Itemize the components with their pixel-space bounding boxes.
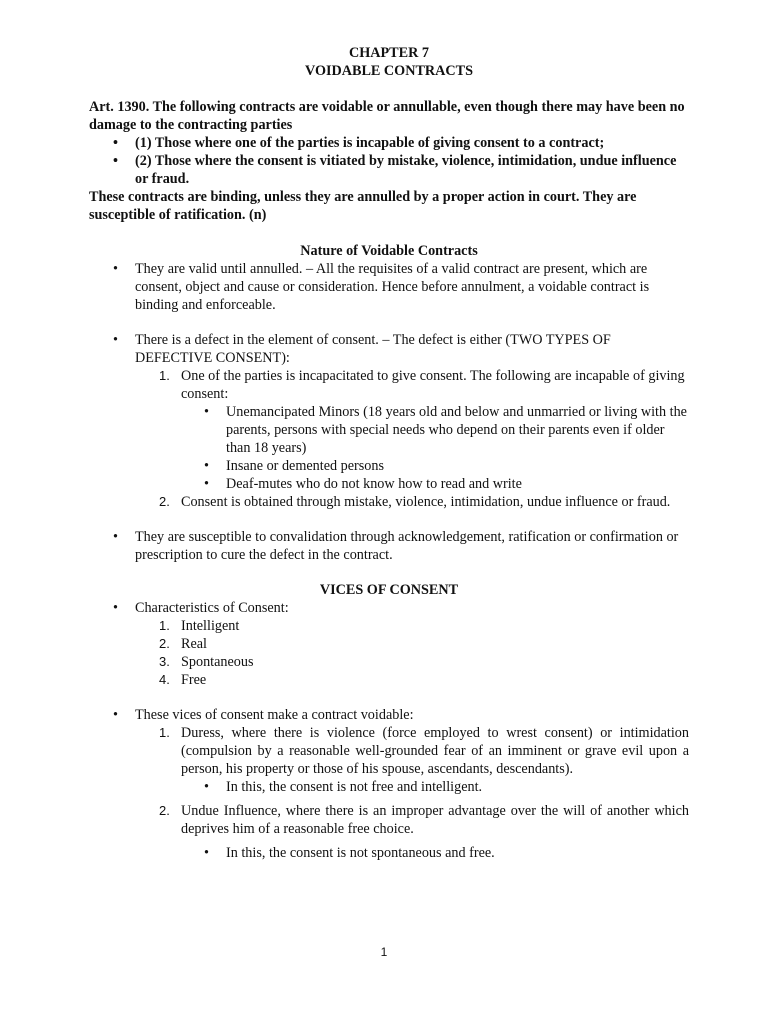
vices-items [135,724,689,862]
nature-list [89,331,689,511]
list-number: 1. [159,725,170,740]
vice-note: • In this, the consent is not free and intelligent. [226,778,689,796]
list-number: 1. [159,368,170,383]
vice-item [159,802,689,862]
vice-text: Duress, where there is violence (force employed to wrest consent) or intimidation (compulsion by a reasonable well-grounded fear of an imminent or grave evil upon a person, his property or those of his spouse, ascendants, descendants). [181,725,689,777]
defect-type [159,493,689,511]
article-closing: These contracts are binding, unless they are annulled by a proper action in court. They are susceptible of ratification. (n) [89,189,637,223]
vice-text: Undue Influence, where there is an improper advantage over the will of another which deprives him of a reasonable free choice. [181,803,689,837]
characteristic-text: Intelligent [181,618,240,634]
list-number: 2. [159,636,170,651]
incapable-item: • Insane or demented persons [226,457,689,475]
vices-heading: VICES OF CONSENT [319,582,459,598]
page-number: 1 [380,945,388,959]
defect-type-text: One of the parties is incapacitated to give consent. The following are incapable of giving consent: [181,368,685,402]
characteristic-item [159,635,689,653]
article-item: • (1) Those where one of the parties is incapable of giving consent to a contract; [135,134,689,152]
nature-point: • They are valid until annulled. – All the requisites of a valid contract are present, which are consent, object and cause or consideration. Hence before annulment, a voidable contract is binding and enforceable. [135,260,689,314]
vice-note-list [181,778,689,796]
characteristics-point [135,599,689,689]
article-item: • (2) Those where the consent is vitiated by mistake, violence, intimidation, undue influence or fraud. [135,152,689,188]
list-number: 4. [159,672,170,687]
vice-note: • In this, the consent is not spontaneous and free. [226,844,689,862]
article-items [89,134,689,188]
list-number: 1. [159,618,170,633]
vice-note-list [181,844,689,862]
document-body [89,44,689,862]
chapter-number: CHAPTER 7 [348,45,429,61]
chapter-title: VOIDABLE CONTRACTS [304,63,474,79]
defect-types-list [135,367,689,511]
nature-list [89,528,689,564]
characteristic-text: Real [181,636,207,652]
defect-type-text: Consent is obtained through mistake, violence, intimidation, undue influence or fraud. [181,494,671,510]
incapable-list [181,403,689,493]
characteristic-item [159,617,689,635]
vices-label: These vices of consent make a contract voidable: [135,707,414,723]
article-intro: Art. 1390. The following contracts are voidable or annullable, even though there may have been no damage to the contracting parties [89,99,685,133]
list-number: 2. [159,803,170,818]
nature-heading: Nature of Voidable Contracts [300,243,478,259]
defect-type [159,367,689,493]
nature-point-text: There is a defect in the element of consent. – The defect is either (TWO TYPES OF DEFECTIVE CONSENT): [135,332,611,366]
characteristic-item [159,671,689,689]
characteristics-label: Characteristics of Consent: [135,600,289,616]
nature-point: • They are susceptible to convalidation through acknowledgement, ratification or confirmation or prescription to cure the defect in the contract. [135,528,689,564]
list-number: 3. [159,654,170,669]
incapable-item: • Deaf-mutes who do not know how to read and write [226,475,689,493]
characteristics-items [135,617,689,689]
nature-list [89,260,689,314]
incapable-item: • Unemancipated Minors (18 years old and below and unmarried or living with the parents, persons with special needs who depend on their parents even if older than 18 years) [226,403,689,457]
vice-item [159,724,689,796]
vices-list [89,706,689,862]
list-number: 2. [159,494,170,509]
characteristic-text: Spontaneous [181,654,254,670]
characteristic-text: Free [181,672,207,688]
characteristic-item [159,653,689,671]
vices-point [135,706,689,862]
characteristics-list [89,599,689,689]
nature-point [135,331,689,511]
